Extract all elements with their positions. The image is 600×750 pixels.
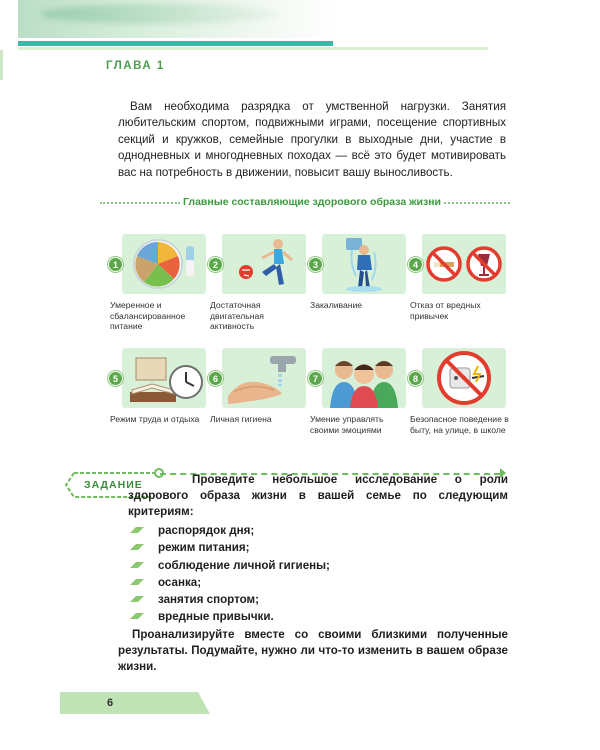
- task-prompt-text: Проведите небольшое исследование о роли здорового образа жизни в вашей семье по следующим критериям:: [128, 473, 508, 518]
- component-caption: Достаточная двигательная активность: [210, 300, 264, 332]
- component-card: [122, 348, 206, 408]
- criterion-text: распорядок дня;: [158, 524, 255, 537]
- component-caption: Безопасное поведение в быту, на улице, в школе: [410, 414, 509, 435]
- criterion-text: осанка;: [158, 575, 202, 589]
- bullet-leaf-icon: [130, 579, 144, 585]
- bullet-leaf-icon: [130, 613, 144, 619]
- component-number-badge: 4: [408, 257, 423, 272]
- left-margin-accent: [0, 50, 3, 80]
- bullet-leaf-icon: [130, 596, 144, 602]
- header-stripe-light: [18, 47, 488, 50]
- component-card: [422, 234, 506, 294]
- balanced-plate-icon: [122, 234, 206, 294]
- component-card: [122, 234, 206, 294]
- header-watercolor-accent: [40, 4, 280, 24]
- component-card: [222, 348, 306, 408]
- criterion-text: соблюдение личной гигиены;: [158, 558, 330, 572]
- book-and-clock-icon: [122, 348, 206, 408]
- hand-washing-icon: [222, 348, 306, 408]
- criterion-text: вредные привычки.: [158, 610, 274, 624]
- football-player-icon: [222, 234, 306, 294]
- component-number-badge: 2: [208, 257, 223, 272]
- bullet-leaf-icon: [130, 527, 144, 533]
- bullet-leaf-icon: [130, 544, 144, 550]
- task-conclusion: Проанализируйте вместе со своими близкими полученные результаты. Подумайте, нужно ли что-то изменить в вашем образе жизни.: [118, 628, 508, 673]
- section-title: Главные составляющие здорового образа жизни: [182, 196, 441, 208]
- component-number-badge: 6: [208, 371, 223, 386]
- list-item: [130, 591, 330, 608]
- water-dousing-icon: [322, 234, 406, 294]
- component-card: [222, 234, 306, 294]
- component-number-badge: 5: [108, 371, 123, 386]
- three-people-icon: [322, 348, 406, 408]
- page-number: 6: [107, 697, 114, 709]
- no-smoking-no-alcohol-icon: [422, 234, 506, 294]
- component-number-badge: 7: [308, 371, 323, 386]
- component-caption: Умеренное и сбалансированное питание: [110, 300, 186, 332]
- bullet-leaf-icon: [130, 562, 144, 568]
- component-caption: Умение управлять своими эмоциями: [310, 414, 384, 435]
- component-caption: Закаливание: [310, 300, 363, 310]
- component-caption: Режим труда и отдыха: [110, 414, 200, 424]
- component-card: [422, 348, 506, 408]
- criteria-list: [130, 522, 330, 626]
- intro-paragraph: Вам необходима разрядка от умственной нагрузки. Занятия любительским спортом, подвижными играми, посещение спортивных секций и кружков, семейные прогулки в выходные дни, участие в однодневных и многодневных походах — всё это будет мотивировать вас на потребность в движении, повысит вашу выносливость.: [118, 100, 506, 179]
- no-electric-socket-icon: [422, 348, 506, 408]
- component-card: [322, 234, 406, 294]
- component-card: [322, 348, 406, 408]
- list-item: [130, 608, 330, 625]
- criterion-text: занятия спортом;: [158, 593, 259, 607]
- criterion-text: режим питания;: [158, 541, 250, 555]
- header-stripe-teal: [18, 41, 333, 46]
- component-caption: Отказ от вредных привычек: [410, 300, 481, 321]
- section-dots-right: [444, 202, 510, 204]
- footer-page-band: [60, 692, 210, 714]
- component-caption: Личная гигиена: [210, 414, 272, 424]
- component-number-badge: 8: [408, 371, 423, 386]
- section-heading: [100, 196, 510, 210]
- section-dots-left: [100, 202, 180, 204]
- component-number-badge: 1: [108, 257, 123, 272]
- list-item: [130, 539, 330, 556]
- task-label: ЗАДАНИЕ: [84, 479, 143, 491]
- task-prompt: [128, 472, 508, 519]
- chapter-label: ГЛАВА 1: [106, 60, 165, 72]
- list-item: [130, 557, 330, 574]
- list-item: [130, 574, 330, 591]
- component-number-badge: 3: [308, 257, 323, 272]
- list-item: [130, 522, 330, 539]
